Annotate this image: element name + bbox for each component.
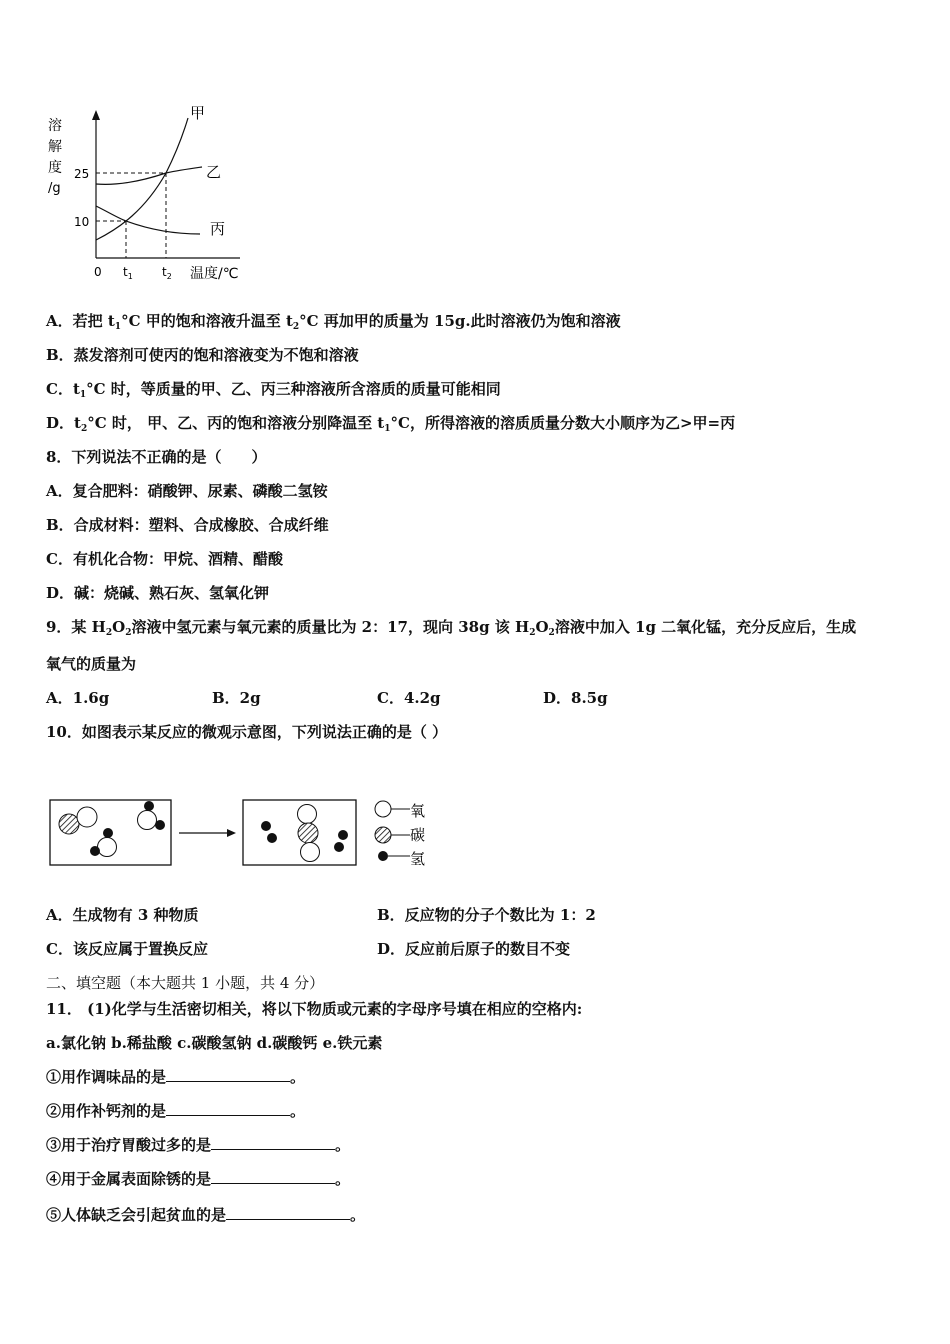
hydrogen-atom [103,828,113,838]
y-axis-arrow [92,110,100,120]
reaction-arrow-head [227,829,236,837]
hydrogen-atom [144,801,154,811]
q11-item-5: ⑤人体缺乏会引起贫血的是 。 [46,1206,366,1224]
q9-option-a: A．1.6g [46,689,110,707]
hydrogen-atom [90,846,100,856]
solubility-graph [40,100,260,290]
q7-option-c: C．$t_1^\circ C$ 时，等质量的甲、乙、丙三种溶液所含溶质的质量可能相同 [46,380,501,400]
q11-item-3: ③用于治疗胃酸过多的是 。 [46,1136,351,1154]
q10-stem: 10．如图表示某反应的微观示意图，下列说法正确的是（ ） [46,723,448,741]
curve-jia-label: 甲 [190,104,206,122]
q7-option-b: B．蒸发溶剂可使丙的饱和溶液变为不饱和溶液 [46,346,359,364]
q7-option-a: A．若把 $t_1^\circ C$ 甲的饱和溶液升温至 $t_2^\circ C$ 再加甲的质量为 15g.此时溶液仍为饱和溶液 [46,312,621,332]
xlabel: 温度/℃ [190,266,239,282]
q9-stem: 9．某 $H_2O_2$溶液中氢元素与氧元素的质量比为 2：17，现向 38g 该 $H_2O_2$溶液中加入 1g 二氧化锰，充分反应后，生成 [46,618,857,638]
q11-item-2: ②用作补钙剂的是 。 [46,1102,306,1120]
ytick-25: 25 [74,167,90,181]
oxygen-atom [301,843,320,862]
reaction-diagram [40,790,440,875]
section-title: 二、填空题（本大题共 1 小题，共 4 分） [46,974,325,992]
legend-hydrogen-symbol [378,851,388,861]
ylabel-char-1: 溶 [48,118,62,134]
carbon-atom [59,814,79,834]
q11-options: a.氯化钠 b.稀盐酸 c.碳酸氢钠 d.碳酸钙 e.铁元素 [46,1034,383,1052]
answer-blank[interactable] [211,1135,335,1150]
q8-stem: 8．下列说法不正确的是（ ） [46,448,267,466]
q10-option-d: D．反应前后原子的数目不变 [377,940,571,958]
q9-stem-line2: 氧气的质量为 [46,655,137,673]
hydrogen-atom [155,820,165,830]
q9-option-c: C．4.2g [377,689,441,707]
legend-hydrogen-label: 氢 [410,850,426,868]
curve-bing-label: 丙 [210,220,226,238]
curve-yi-label: 乙 [206,163,222,181]
hydrogen-atom [334,842,344,852]
q8-option-c: C．有机化合物：甲烷、酒精、醋酸 [46,550,283,568]
carbon-atom [298,823,318,843]
answer-blank[interactable] [211,1169,335,1184]
oxygen-atom [298,805,317,824]
xtick-t2: $t_2$ [162,265,172,281]
q10-option-a: A．生成物有 3 种物质 [46,906,199,924]
hydrogen-atom [261,821,271,831]
xtick-t1: $t_1$ [123,265,133,281]
answer-blank[interactable] [166,1101,290,1116]
ylabel-char-3: 度 [48,160,62,176]
q11-item-1: ①用作调味品的是 。 [46,1068,306,1086]
ylabel-char-4: /g [48,181,61,196]
legend-oxygen-label: 氧 [410,802,426,820]
xtick-origin: 0 [94,265,102,279]
oxygen-atom [77,807,97,827]
q8-option-a: A．复合肥料：硝酸钾、尿素、磷酸二氢铵 [46,482,328,500]
oxygen-atom [98,838,117,857]
legend-carbon-label: 碳 [410,826,426,844]
legend-carbon-symbol [375,827,391,843]
curve-bing [96,206,200,234]
q9-option-d: D．8.5g [543,689,608,707]
ytick-10: 10 [74,215,90,229]
q10-option-b: B．反应物的分子个数比为 1：2 [377,906,596,924]
answer-blank[interactable] [226,1205,350,1220]
hydrogen-atom [338,830,348,840]
answer-blank[interactable] [166,1067,290,1082]
q11-stem: 11． (1)化学与生活密切相关，将以下物质或元素的字母序号填在相应的空格内: [46,1000,583,1018]
q9-option-b: B．2g [212,689,261,707]
hydrogen-atom [267,833,277,843]
curve-yi [96,167,202,184]
q10-option-c: C．该反应属于置换反应 [46,940,208,958]
q11-item-4: ④用于金属表面除锈的是 。 [46,1170,351,1188]
curve-jia [96,118,188,240]
q8-option-b: B．合成材料：塑料、合成橡胶、合成纤维 [46,516,329,534]
q8-option-d: D．碱：烧碱、熟石灰、氢氧化钾 [46,584,270,602]
oxygen-atom [138,811,157,830]
ylabel-char-2: 解 [48,139,62,155]
legend-oxygen-symbol [375,801,391,817]
q7-option-d: D．$t_2^\circ C$ 时， 甲、乙、丙的饱和溶液分别降温至 $t_1^\circ C$，所得溶液的溶质质量分数大小顺序为乙>甲=丙 [46,414,736,434]
